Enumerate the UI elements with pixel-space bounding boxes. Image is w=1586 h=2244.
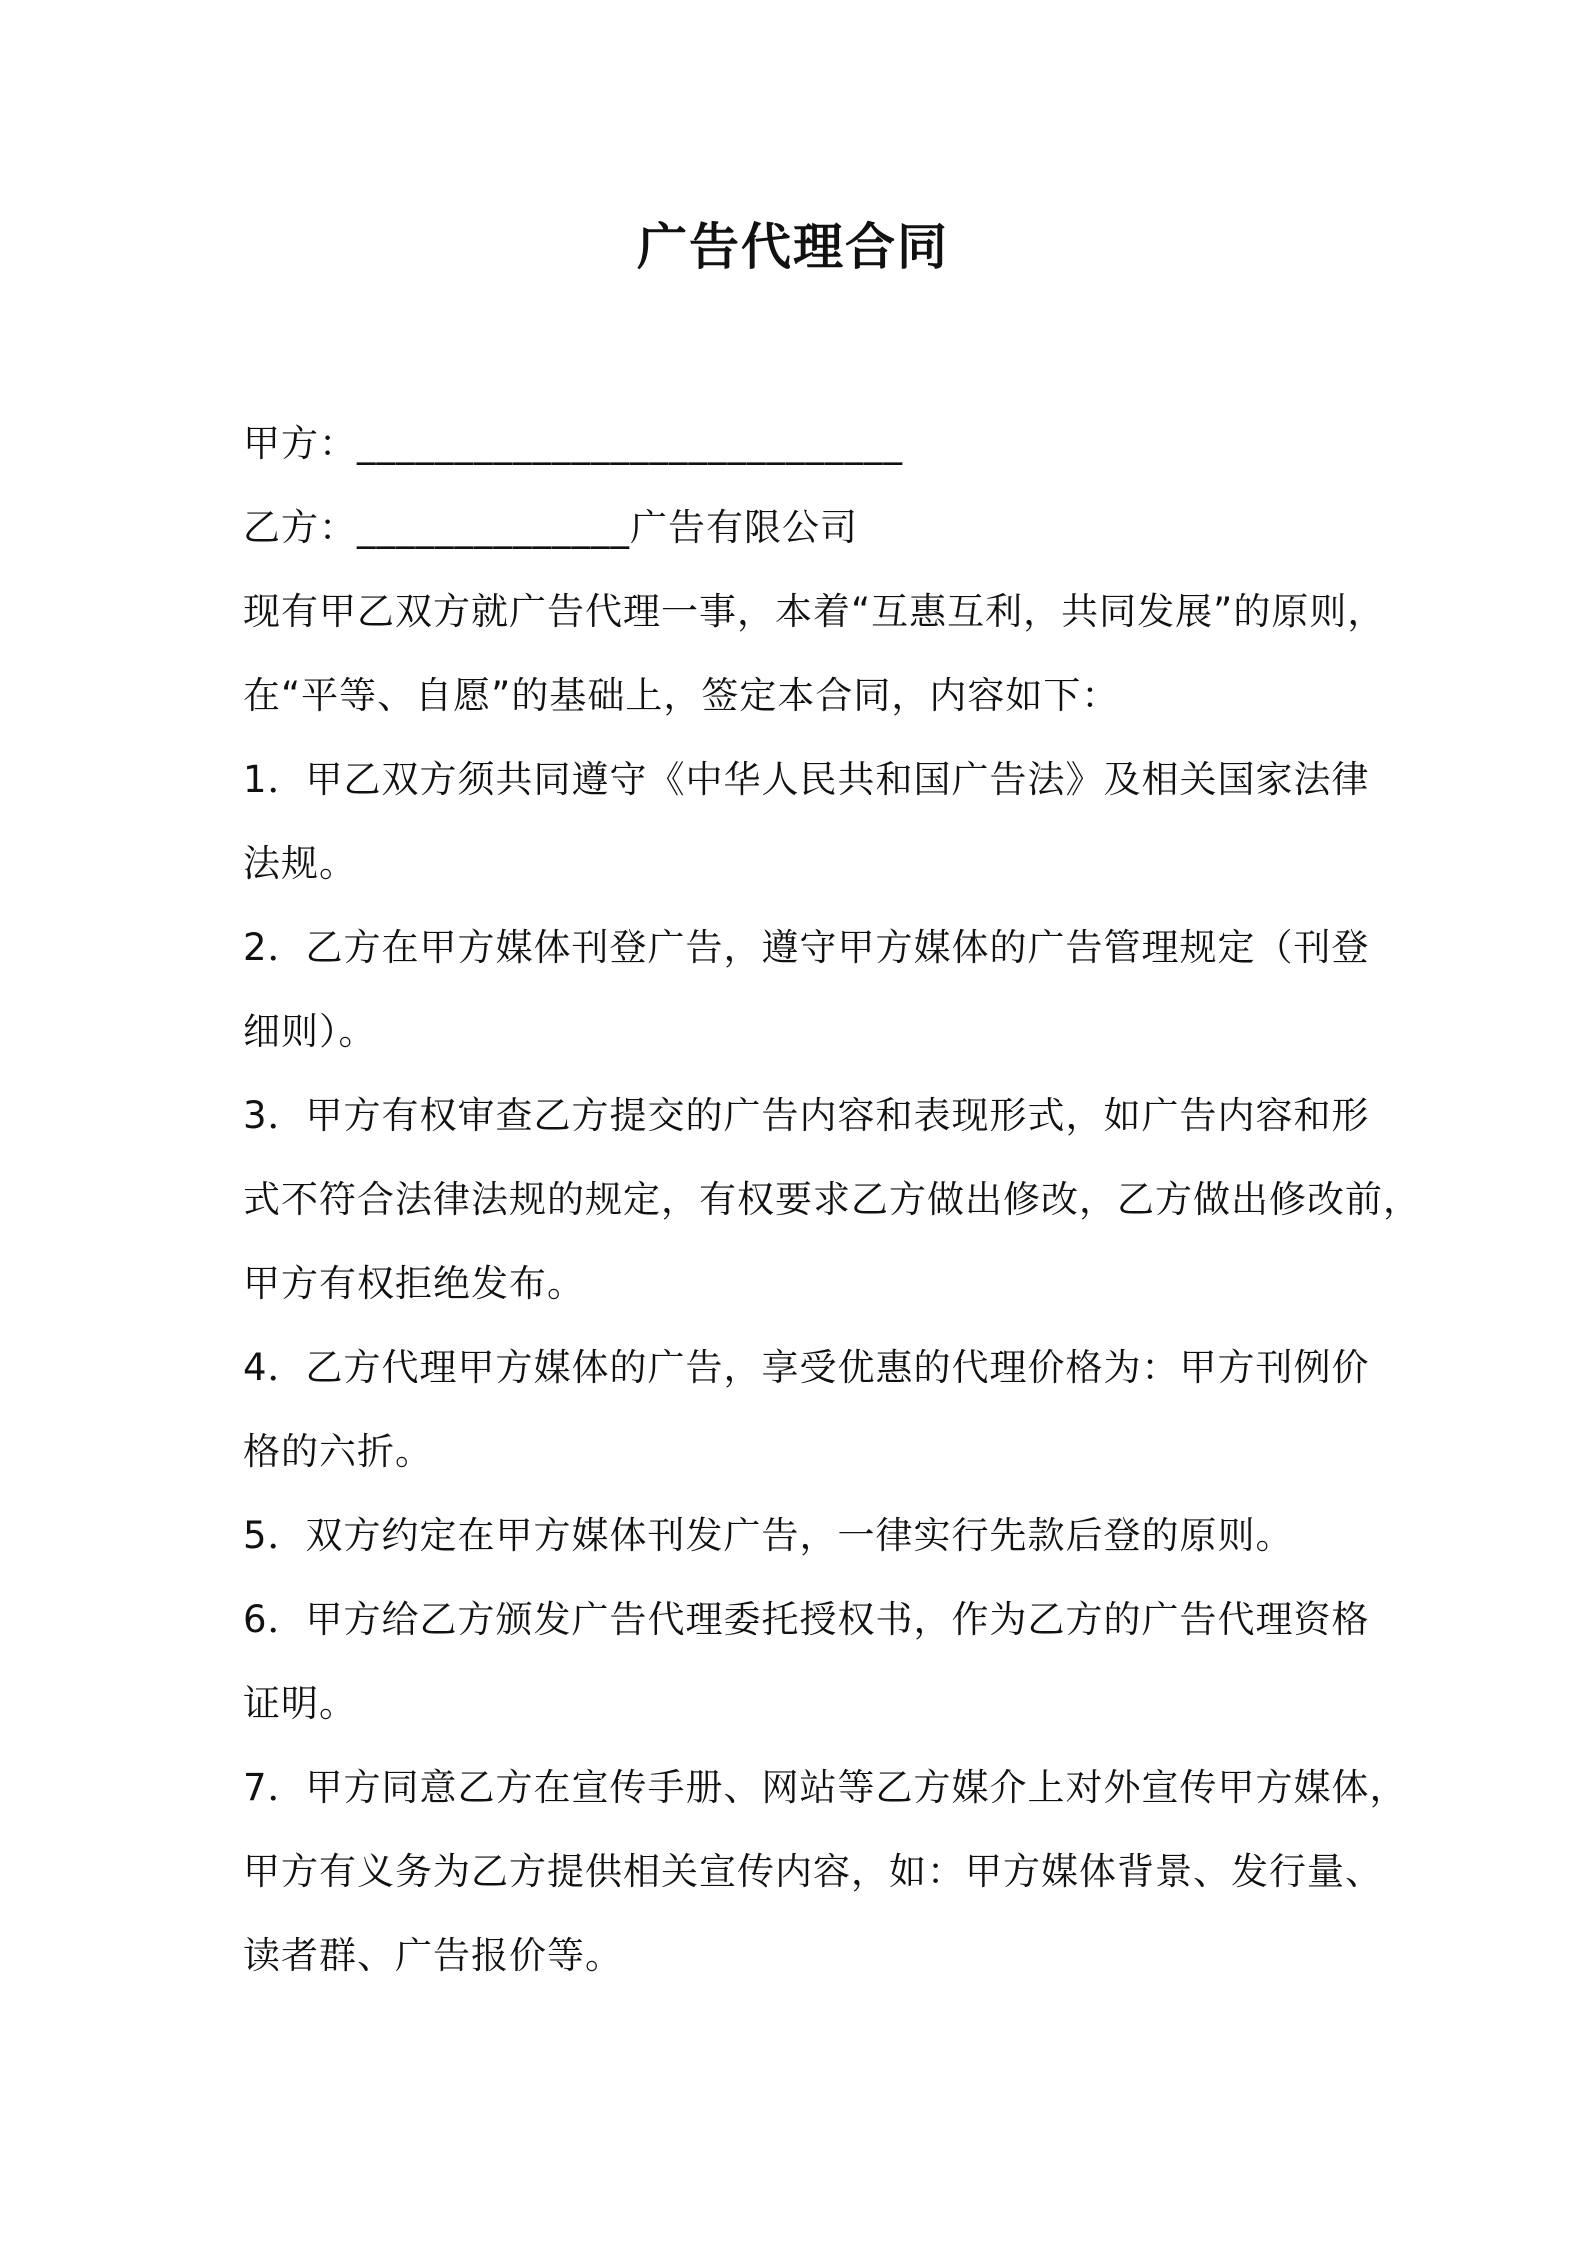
clause-7-line-3: 读者群、广告报价等。 bbox=[243, 1934, 623, 1977]
clause-5-line-1: 5．双方约定在甲方媒体刊发广告，一律实行先款后登的原则。 bbox=[243, 1514, 1294, 1557]
intro-line-2: 在“平等、自愿”的基础上，签定本合同，内容如下： bbox=[243, 674, 1120, 717]
party-b-line: 乙方：______________广告有限公司 bbox=[243, 506, 858, 549]
clause-7-line-2: 甲方有义务为乙方提供相关宣传内容，如：甲方媒体背景、发行量、 bbox=[243, 1850, 1383, 1893]
clause-6-line-1: 6．甲方给乙方颁发广告代理委托授权书，作为乙方的广告代理资格 bbox=[243, 1598, 1370, 1641]
clause-7-line-1: 7．甲方同意乙方在宣传手册、网站等乙方媒介上对外宣传甲方媒体， bbox=[243, 1766, 1408, 1809]
clause-2-line-2: 细则）。 bbox=[243, 1010, 377, 1053]
clause-1-line-1: 1．甲乙双方须共同遵守《中华人民共和国广告法》及相关国家法律 bbox=[243, 758, 1370, 801]
clause-4-line-1: 4．乙方代理甲方媒体的广告，享受优惠的代理价格为：甲方刊例价 bbox=[243, 1346, 1370, 1389]
clause-6-line-2: 证明。 bbox=[243, 1682, 357, 1725]
clause-3-line-3: 甲方有权拒绝发布。 bbox=[243, 1262, 585, 1305]
clause-3-line-2: 式不符合法律法规的规定，有权要求乙方做出修改，乙方做出修改前， bbox=[243, 1178, 1421, 1221]
document-title: 广告代理合同 bbox=[637, 218, 949, 276]
document-body bbox=[243, 402, 1421, 1998]
clause-2-line-1: 2．乙方在甲方媒体刊登广告，遵守甲方媒体的广告管理规定（刊登 bbox=[243, 926, 1370, 969]
clause-3-line-1: 3．甲方有权审查乙方提交的广告内容和表现形式，如广告内容和形 bbox=[243, 1094, 1370, 1137]
intro-line-1: 现有甲乙双方就广告代理一事，本着“互惠互利，共同发展”的原则， bbox=[243, 590, 1386, 633]
clause-1-line-2: 法规。 bbox=[243, 842, 357, 885]
clause-4-line-2: 格的六折。 bbox=[243, 1430, 433, 1473]
party-a-line: 甲方：____________________________ bbox=[243, 422, 903, 465]
